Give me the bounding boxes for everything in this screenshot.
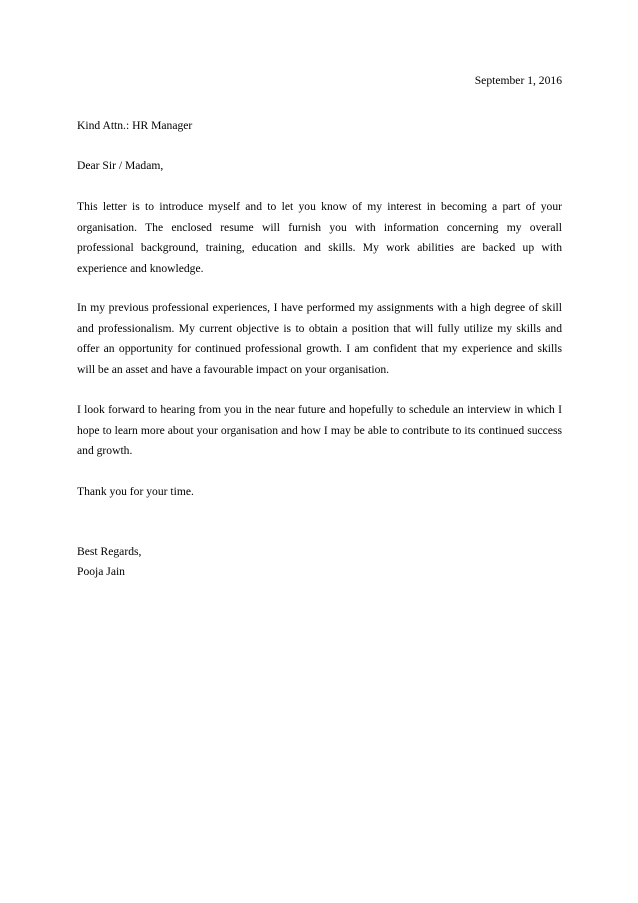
- body-paragraph-closing: I look forward to hearing from you in the near future and hopefully to schedule an interview in which I hope to learn more about your organisation and how I may be able to contribute to its continued success and growth.: [77, 403, 562, 457]
- signature-name: Pooja Jain: [77, 565, 125, 578]
- closing-line: Best Regards,: [77, 545, 142, 558]
- thanks-line: Thank you for your time.: [77, 485, 194, 498]
- body-paragraph-experience: In my previous professional experiences, I have performed my assignments with a high degree of skill and professionalism. My current objective is to obtain a position that will fully utilize my skills and offer an opportunity for continued professional growth. I am confident that my experience and skills will be an asset and have a favourable impact on your organisation.: [77, 301, 562, 376]
- body-paragraph-intro: This letter is to introduce myself and to let you know of my interest in becoming a part of your organisation. The enclosed resume will furnish you with information concerning my overall professional background, training, education and skills. My work abilities are backed up with experience and knowledge.: [77, 200, 562, 275]
- attention-line: Kind Attn.: HR Manager: [77, 119, 193, 132]
- salutation: Dear Sir / Madam,: [77, 159, 164, 172]
- letter-date: September 1, 2016: [474, 74, 562, 87]
